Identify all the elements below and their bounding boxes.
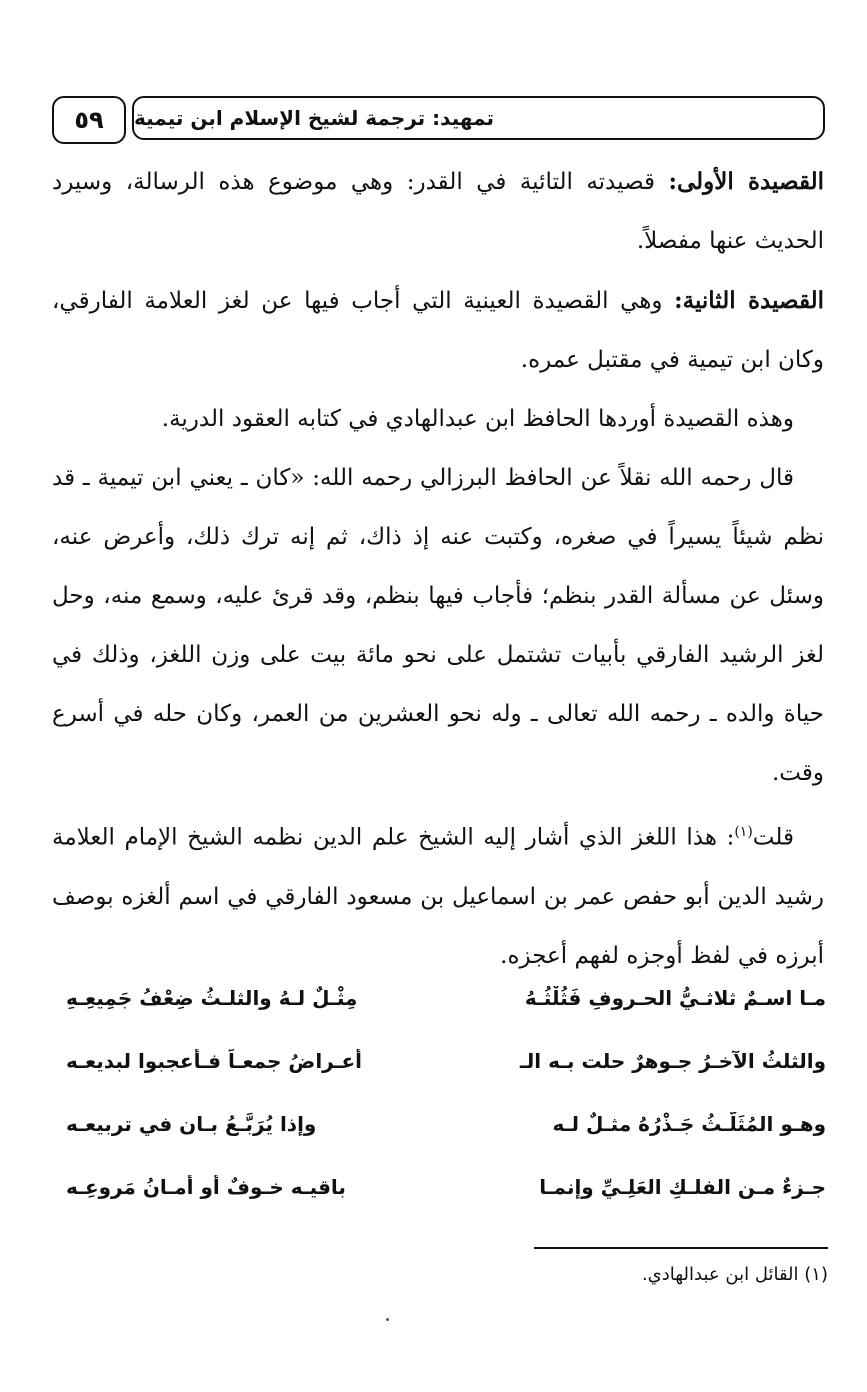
second-poem-text: وهي القصيدة العينية التي أجاب فيها عن لغز العلامة الفارقي، وكان ابن تيمية في مقتبل عمره.	[52, 288, 824, 373]
paragraph-note	[52, 803, 824, 986]
verse-first-hemistich: مـا اسـمٌ ثلاثـيُّ الحـروفِ فَثُلْثُـهُ	[524, 985, 826, 1010]
note-lead: قلت	[752, 824, 794, 851]
footnote-divider	[534, 1247, 828, 1249]
verse-row	[66, 966, 826, 1029]
page-number: ٥٩	[52, 96, 126, 144]
verse-row	[66, 1029, 826, 1092]
paragraph-source: وهذه القصيدة أوردها الحافظ ابن عبدالهادي في كتابه العقود الدرية.	[161, 406, 794, 432]
page-dot	[386, 1318, 389, 1321]
first-poem-heading: القصيدة الأولى:	[668, 168, 824, 195]
verse-second-hemistich: باقيـه خـوفٌ أو أمـانُ مَروعِـه	[66, 1174, 346, 1199]
paragraph-second-poem	[52, 271, 824, 390]
running-title: تمهيد: ترجمة لشيخ الإسلام ابن تيمية	[132, 96, 825, 140]
note-text: : هذا اللغز الذي أشار إليه الشيخ علم الدين نظمه الشيخ الإمام العلامة رشيد الدين أبو حفص عمر بن اسماعيل بن مسعود الفارقي في اسم ألغزه بوصف أبرزه في لفظ أوجزه لفهم أعجزه.	[52, 824, 824, 969]
footnote-marker: (١)	[734, 824, 753, 840]
paragraph-quote: قال رحمه الله نقلاً عن الحافظ البرزالي رحمه الله: «كان ـ يعني ابن تيمية ـ قد نظم شيئاً يسيراً في صغره، وكتبت عنه إذ ذاك، ثم إنه ترك ذلك، وأعرض عنه، وسئل عن مسألة القدر بنظم؛ فأجاب فيها بنظم، وقد قرئ عليه، وسمع منه، وحل لغز الرشيد الفارقي بأبيات تشتمل على نحو مائة بيت على وزن اللغز، وذلك في حياة والده ـ رحمه الله تعالى ـ وله نحو العشرين من العمر، وكان حله في أسرع وقت.	[52, 465, 824, 786]
paragraph-first-poem	[52, 152, 824, 271]
verse-first-hemistich: جـزءٌ مـن الفلـكِ العَلِـيِّ وإنمـا	[539, 1174, 826, 1199]
verse-row	[66, 1092, 826, 1155]
main-text	[52, 152, 824, 986]
page-header	[52, 96, 829, 144]
verse-second-hemistich: مِثْـلٌ لـهُ والثلـثُ ضِعْفُ جَمِيعِـهِ	[66, 985, 358, 1010]
first-poem-text: قصيدته التائية في القدر: وهي موضوع هذه الرسالة، وسيرد الحديث عنها مفصلاً.	[52, 169, 824, 254]
verse-row	[66, 1155, 826, 1218]
verse-second-hemistich: أعـراضُ جمعـاً فـأعجبوا لبديعـه	[66, 1048, 362, 1073]
second-poem-heading: القصيدة الثانية:	[674, 287, 824, 314]
footnote: (١) القائل ابن عبدالهادي.	[641, 1264, 828, 1285]
verse-first-hemistich: وهـو المُثَلَّـثُ جَـذْرُهُ مثـلٌ لـه	[552, 1111, 826, 1136]
verse-second-hemistich: وإذا يُرَبَّـعُ بـان في تربيعـه	[66, 1111, 317, 1136]
poem-verses	[66, 966, 826, 1218]
verse-first-hemistich: والثلثُ الآخـرُ جـوهرٌ حلت بـه الـ	[519, 1048, 826, 1073]
